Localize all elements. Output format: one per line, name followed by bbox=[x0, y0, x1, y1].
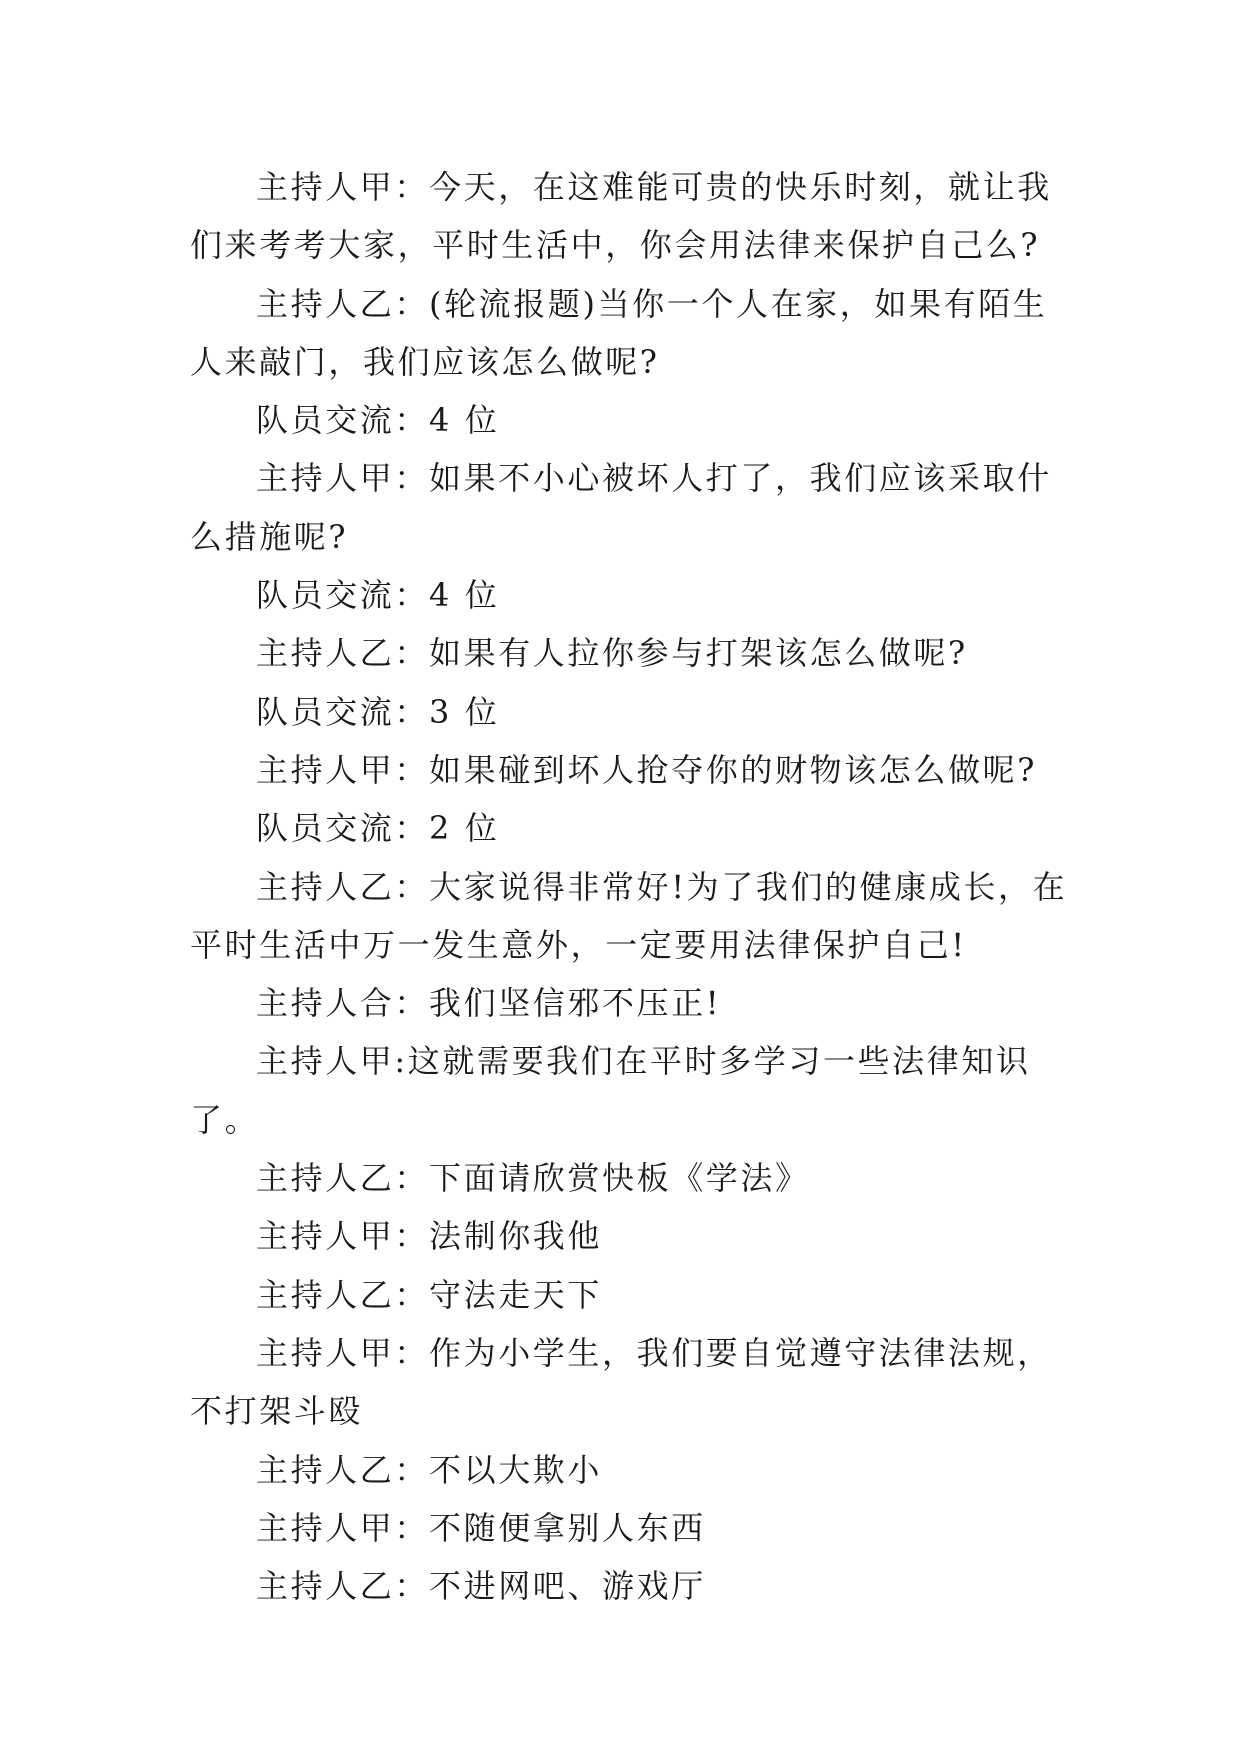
paragraph: 主持人甲：如果不小心被坏人打了，我们应该采取什么措施呢? bbox=[190, 459, 1052, 556]
paragraph: 主持人甲:这就需要我们在平时多学习一些法律知识了。 bbox=[190, 1042, 1031, 1139]
paragraph: 队员交流：2 位 bbox=[256, 809, 500, 848]
paragraph: 主持人合：我们坚信邪不压正! bbox=[256, 984, 722, 1023]
paragraph: 队员交流：4 位 bbox=[256, 401, 500, 440]
paragraph: 主持人乙：(轮流报题)当你一个人在家，如果有陌生人来敲门，我们应该怎么做呢? bbox=[190, 284, 1048, 381]
paragraph: 主持人甲：作为小学生，我们要自觉遵守法律法规，不打架斗殴 bbox=[190, 1333, 1052, 1431]
paragraph: 主持人乙：下面请欣赏快板《学法》 bbox=[256, 1159, 810, 1198]
paragraph: 队员交流：3 位 bbox=[256, 692, 500, 731]
paragraph: 主持人甲：如果碰到坏人抢夺你的财物该怎么做呢? bbox=[256, 750, 1037, 789]
paragraph: 主持人甲：不随便拿别人东西 bbox=[256, 1508, 706, 1547]
paragraph: 主持人乙：大家说得非常好!为了我们的健康成长，在平时生活中万一发生意外，一定要用法律保护自己! bbox=[190, 867, 1068, 964]
paragraph: 主持人乙：不以大欺小 bbox=[256, 1450, 603, 1489]
paragraph: 主持人乙：不进网吧、游戏厅 bbox=[256, 1567, 706, 1606]
paragraph: 主持人甲：今天，在这难能可贵的快乐时刻，就让我们来考考大家，平时生活中，你会用法律来保护自己么? bbox=[190, 168, 1052, 265]
paragraph: 主持人乙：如果有人拉你参与打架该怎么做呢? bbox=[256, 634, 968, 673]
paragraph: 队员交流：4 位 bbox=[256, 576, 500, 615]
document-body bbox=[190, 158, 1070, 1615]
paragraph: 主持人乙：守法走天下 bbox=[256, 1275, 603, 1314]
paragraph: 主持人甲：法制你我他 bbox=[256, 1217, 603, 1256]
